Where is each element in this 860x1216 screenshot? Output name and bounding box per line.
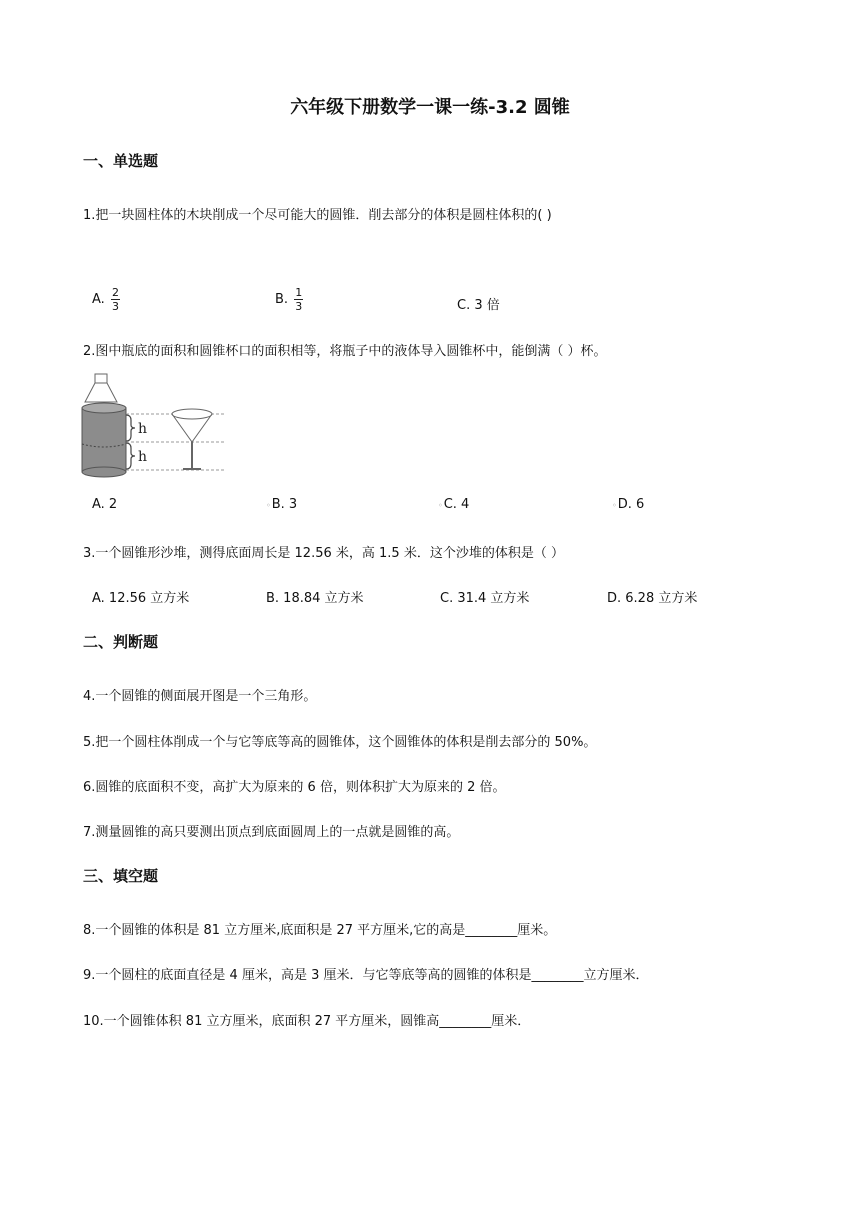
height-label-bottom: h	[138, 449, 148, 465]
brace-top-icon	[126, 415, 135, 441]
bottle-top-ellipse	[82, 403, 126, 413]
question-1-option-c: C. 3 倍	[457, 298, 500, 313]
bullet-dot-icon: ◦	[266, 501, 271, 510]
fraction-numerator: 2	[111, 286, 119, 299]
question-3-option-c: C. 31.4 立方米	[440, 591, 530, 606]
question-6-text: 6.圆锥的底面积不变，高扩大为原来的 6 倍，则体积扩大为原来的 2 倍。	[83, 780, 506, 795]
question-3-text: 3.一个圆锥形沙堆，测得底面周长是 12.56 米，高 1.5 米．这个沙堆的体积是（ ）	[83, 546, 564, 561]
page-title: 六年级下册数学一课一练-3.2 圆锥	[290, 97, 570, 118]
bottle-body-icon	[82, 408, 126, 472]
question-1-option-b	[275, 287, 303, 312]
section-heading-true-false: 二、判断题	[83, 633, 159, 651]
question-4-text: 4.一个圆锥的侧面展开图是一个三角形。	[83, 689, 317, 704]
bullet-dot-icon: ◦	[612, 501, 617, 510]
section-heading-fill-blank: 三、填空题	[83, 867, 159, 885]
bottle-cone-illustration	[78, 372, 228, 478]
fraction-denominator: 3	[111, 300, 119, 313]
question-9-text: 9.一个圆柱的底面直径是 4 厘米，高是 3 厘米．与它等底等高的圆锥的体积是________立方厘米．	[83, 968, 649, 983]
question-2-option-d	[612, 497, 644, 512]
bottle-neck-icon	[85, 383, 117, 402]
question-10-text: 10.一个圆锥体积 81 立方厘米，底面积 27 平方厘米，圆锥高________厘米．	[83, 1014, 531, 1029]
question-7-text: 7.测量圆锥的高只要测出顶点到底面圆周上的一点就是圆锥的高。	[83, 825, 460, 840]
option-b-label: B.	[275, 292, 289, 307]
bottle-cap-icon	[95, 374, 107, 383]
question-2-option-c	[438, 497, 469, 512]
question-3-option-a: A. 12.56 立方米	[92, 591, 190, 606]
brace-bottom-icon	[126, 443, 135, 469]
bottle-and-cone-cup-figure	[78, 372, 228, 482]
question-3-option-b: B. 18.84 立方米	[266, 591, 364, 606]
height-label-top: h	[138, 421, 148, 437]
fraction-numerator: 1	[295, 286, 303, 299]
question-3-option-d: D. 6.28 立方米	[607, 591, 698, 606]
question-2-option-a: A. 2	[92, 497, 118, 512]
fraction-two-thirds	[111, 287, 120, 312]
bullet-dot-icon: ◦	[438, 501, 443, 510]
question-1-option-a	[92, 287, 120, 312]
question-2-text: 2.图中瓶底的面积和圆锥杯口的面积相等，将瓶子中的液体导入圆锥杯中，能倒满（ ）杯。	[83, 344, 607, 359]
question-1-text: 1.把一块圆柱体的木块削成一个尽可能大的圆锥．削去部分的体积是圆柱体积的( )	[83, 208, 552, 223]
option-b-text: B. 3	[271, 497, 298, 512]
fraction-one-third	[294, 287, 303, 312]
option-a-label: A.	[92, 292, 105, 307]
option-d-text: D. 6	[617, 497, 645, 512]
cone-cup-rim-icon	[172, 409, 212, 419]
option-c-text: C. 4	[443, 497, 470, 512]
question-8-text: 8.一个圆锥的体积是 81 立方厘米,底面积是 27 平方厘米,它的高是________厘米。	[83, 923, 557, 938]
fraction-denominator: 3	[295, 300, 303, 313]
question-5-text: 5.把一个圆柱体削成一个与它等底等高的圆锥体，这个圆锥体的体积是削去部分的 50%。	[83, 735, 597, 750]
section-heading-single-choice: 一、单选题	[83, 152, 159, 170]
question-2-option-b	[266, 497, 297, 512]
bottle-bottom-ellipse	[82, 467, 126, 477]
